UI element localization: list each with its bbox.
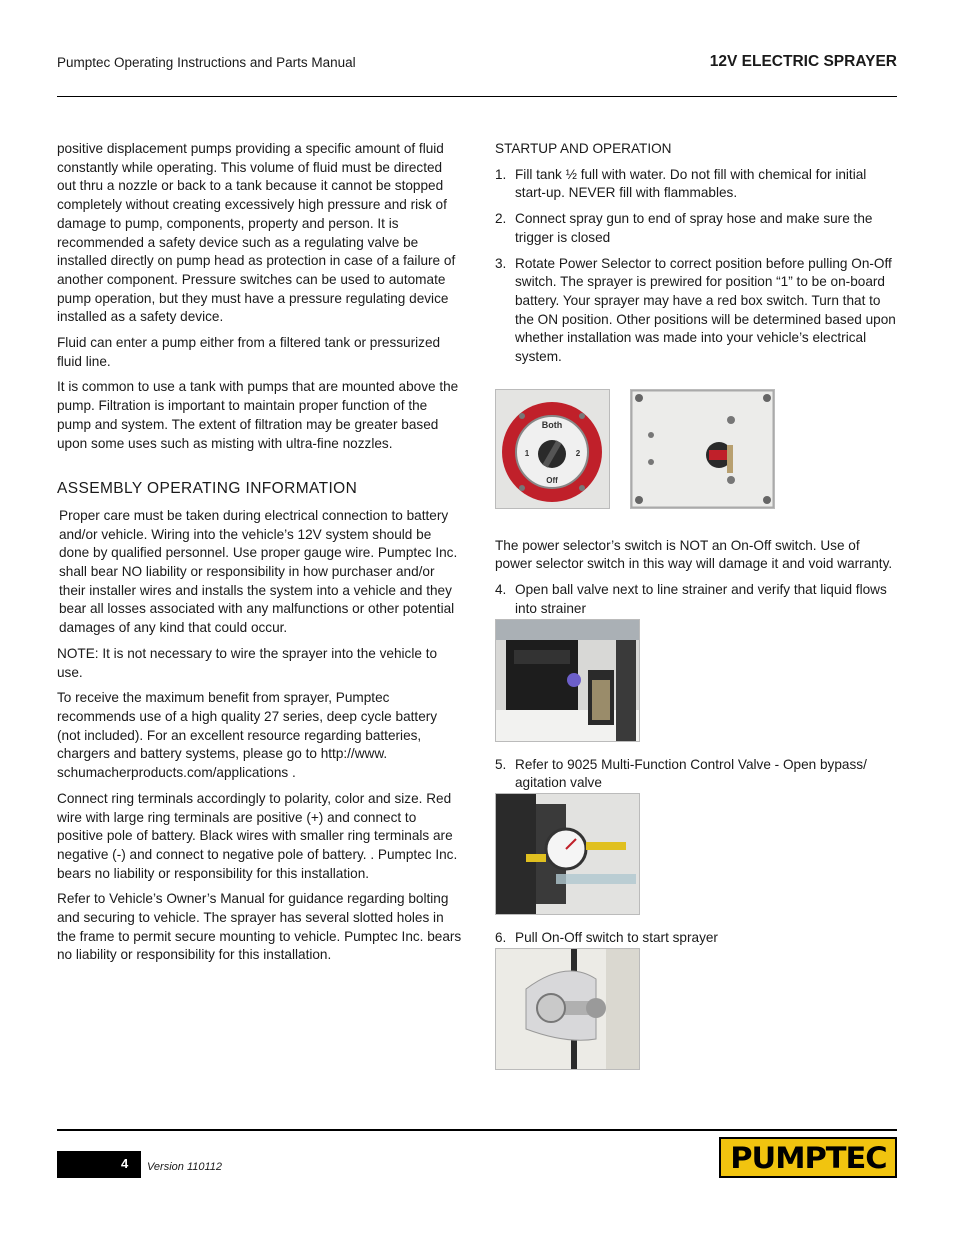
step-number: 5. bbox=[495, 756, 507, 772]
step-number: 1. bbox=[495, 166, 507, 182]
startup-steps bbox=[495, 166, 897, 367]
assembly-paragraph-1: Proper care must be taken during electrical connection to battery and/or vehicle. Wiring into the vehicle’s 12V system should be done by qualified personnel. Use proper gauge wire. Pumptec Inc. shall bear NO liability or responsibility in how purchaser and/or their installer wires and installs the system into a vehicle and they bear all losses associated with any malfunctions or other potential damages of any kind that could occur. bbox=[59, 507, 458, 636]
step-text: Fill tank ½ full with water. Do not fill with chemical for initial start-up. NEVER fill with flammables. bbox=[515, 166, 867, 201]
control-valve-photo bbox=[495, 793, 640, 915]
step-item bbox=[495, 255, 897, 367]
right-column bbox=[495, 140, 897, 1090]
logo-text: PUMPTEC bbox=[729, 1140, 887, 1175]
step-text: Open ball valve next to line strainer and verify that liquid flows into strainer bbox=[515, 582, 887, 616]
power-selector-photo bbox=[495, 389, 610, 509]
step-number: 6. bbox=[495, 929, 507, 945]
step-item bbox=[495, 929, 897, 948]
step-number: 2. bbox=[495, 211, 507, 227]
header-manual-title: Pumptec Operating Instructions and Parts Manual bbox=[57, 55, 356, 70]
assembly-heading: ASSEMBLY OPERATING INFORMATION bbox=[57, 480, 358, 498]
pumptec-logo bbox=[719, 1137, 897, 1178]
red-box-switch-photo bbox=[630, 389, 775, 509]
assembly-paragraph-3: To receive the maximum benefit from sprayer, Pumptec recommends use of a high quality 27 series, deep cycle battery (not included). For an excellent resource regarding batteries, chargers and battery systems, please go to http://www. schumacherproducts.com/applications . bbox=[57, 690, 438, 781]
step-item bbox=[495, 210, 897, 247]
assembly-paragraph-2: NOTE: It is not necessary to wire the sprayer into the vehicle to use. bbox=[57, 645, 438, 680]
intro-paragraph-1: positive displacement pumps providing a specific amount of fluid constantly while operating. This volume of fluid must be directed out thru a nozzle or back to a tank because it cannot be stopped completely without creating excessively high pressure and risk of damage to pump, components, property and person. It is recommended a safety device such as a regulating valve be installed directly on pump head as protection in case of a failure of another component. Pressure switches can be used to automate pump operation, but they must have a pressure regulating device installed as a safety device. bbox=[57, 141, 456, 325]
selector-label-2: 2 bbox=[575, 448, 581, 458]
selector-note: The power selector’s switch is NOT an On-Off switch. Use of power selector switch in this way will damage it and void warranty. bbox=[495, 537, 893, 572]
step-text: Pull On-Off switch to start sprayer bbox=[515, 929, 718, 945]
step-number: 4. bbox=[495, 582, 507, 598]
intro-paragraph-2: Fluid can enter a pump either from a filtered tank or pressurized fluid line. bbox=[57, 335, 441, 369]
step-text: Rotate Power Selector to correct position before pulling On-Off switch. The sprayer is prewired for position “1” to be on-board battery. Your sprayer may have a red box switch. Turn that to the ON position. Other positions will be determined based upon whether installation was made into your vehicle’s electrical system. bbox=[515, 255, 896, 365]
selector-photo-row bbox=[495, 389, 897, 509]
selector-label-1: 1 bbox=[524, 448, 530, 458]
strainer-photo bbox=[495, 619, 640, 742]
footer-divider bbox=[57, 1129, 897, 1131]
version-label: Version 110112 bbox=[147, 1161, 223, 1173]
startup-section-label: STARTUP AND OPERATION bbox=[495, 141, 672, 156]
page-number: 4 bbox=[121, 1156, 129, 1171]
intro-paragraph-3: It is common to use a tank with pumps that are mounted above the pump. Filtration is important to maintain proper function of the pump and system. The extent of filtration may be greater based upon some uses such as misting with ultra-fine nozzles. bbox=[57, 379, 459, 451]
footer-page-bar bbox=[57, 1151, 141, 1178]
left-column bbox=[57, 140, 462, 972]
startup-steps-continued bbox=[495, 581, 897, 618]
step-text: Refer to 9025 Multi-Function Control Valve - Open bypass/ agitation valve bbox=[515, 756, 867, 791]
selector-label-both: Both bbox=[541, 419, 563, 430]
step-item bbox=[495, 756, 897, 793]
assembly-paragraph-4: Connect ring terminals accordingly to polarity, color and size. Red wire with large ring terminals are positive (+) and connect to positive pole of battery. Black wires with smaller ring terminals are negative (-) and connect to negative pole of battery. . Pumptec Inc. bears no liability or responsibility for this installation. bbox=[57, 790, 458, 881]
header-product-title: 12V ELECTRIC SPRAYER bbox=[709, 53, 897, 70]
on-off-switch-photo bbox=[495, 948, 640, 1070]
step-text: Connect spray gun to end of spray hose and make sure the trigger is closed bbox=[515, 211, 873, 245]
startup-steps-continued-2 bbox=[495, 756, 897, 793]
assembly-paragraph-5: Refer to Vehicle’s Owner’s Manual for guidance regarding bolting and securing to vehicle. The sprayer has several slotted holes in the frame to permit secure mounting to vehicle. Pumptec Inc. bears no liability or responsibility for this installation. bbox=[57, 891, 462, 963]
step-item bbox=[495, 581, 897, 618]
step-number: 3. bbox=[495, 255, 507, 271]
startup-steps-continued-3 bbox=[495, 929, 897, 948]
header-divider bbox=[57, 96, 897, 97]
selector-label-off: Off bbox=[546, 475, 558, 485]
step-item bbox=[495, 166, 897, 203]
